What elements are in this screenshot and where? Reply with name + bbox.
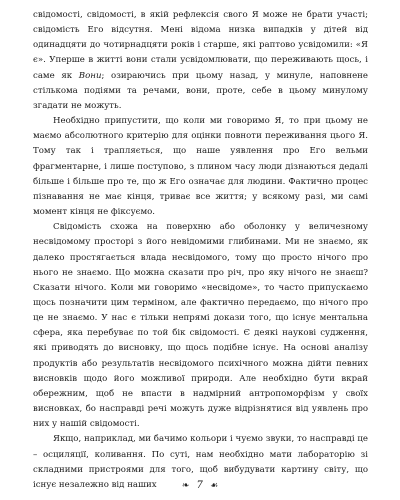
ornament-left-icon: ❧ (181, 481, 190, 491)
paragraph-3: Свідомість схожа на поверхню або оболонку у величезному несвідомому просторі з його невідомими глибинами. Ми не знаємо, як далеко простягається влада несвідомого, тому що просто нічого про нього не знаємо. Що можна сказати про річ, про яку нічого не знаєш? Сказати нічого. Коли ми говоримо «несвідоме», то часто припускаємо щось позначити цим терміном, але фактично передаємо, що нічого про це не знаємо. У нас є тільки непрямі докази того, що існує ментальна сфера, яка перебуває по той бік свідомості. Є деякі наукові судження, які приводять до висновку, що щось подібне існує. На основі аналізу продуктів або результатів несвідомого психічного можна дійти певних висновків щодо його можливої природи. Але необхідно бути вкрай обережним, щоб не впасти в надмірний антропоморфізм у своїх висновках, бо насправді речі можуть дуже відрізнятися від уявлень про них у нашій свідомості. (33, 222, 368, 430)
paragraph-4: Якщо, наприклад, ми бачимо кольори і чуємо звуки, то насправді це – осциляції, коливання. По суті, нам необхідно мати лабораторію зі складними пристроями для того, щоб вибудувати картину світу, що існує незалежно від наших (33, 434, 368, 490)
paragraph-1-text-a: свідомості, свідомості, в якій рефлексія свого Я може не брати участі; свідомість Его відсутня. Мені відома низка випадків у дітей від одинадцяти до чотирнадцяти років і старше, які раптово усвідомили: «Я є». Уперше в житті вони стали усвідомлювати, що переживають щось, і саме як (33, 10, 368, 81)
page-footer (0, 480, 400, 492)
paragraph-1-text-b: ; озираючись при цьому назад, у минуле, наповнене стількома подіями та речами, вони, проте, себе в цьому минулому згадати не можуть. (33, 70, 368, 111)
page-number: 7 (196, 480, 203, 491)
paragraph-2: Необхідно припустити, що коли ми говоримо Я, то при цьому не маємо абсолютного критерію для оцінки повноти переживання цього Я. Тому так і трапляється, що наше уявлення про Его вельми фрагментарне, і лише поступово, з плином часу люди дізнаються дедалі більше і більше про те, що ж Его означає для людини. Фактично процес пізнавання не має кінця, триває все життя; у всякому разі, ми самі момент кінця не фіксуємо. (33, 116, 368, 218)
body-text (33, 8, 368, 493)
ornament-right-icon: ☙ (210, 481, 219, 491)
paragraph-1 (33, 8, 368, 114)
paragraph-1-emphasis: Вони (78, 70, 102, 81)
